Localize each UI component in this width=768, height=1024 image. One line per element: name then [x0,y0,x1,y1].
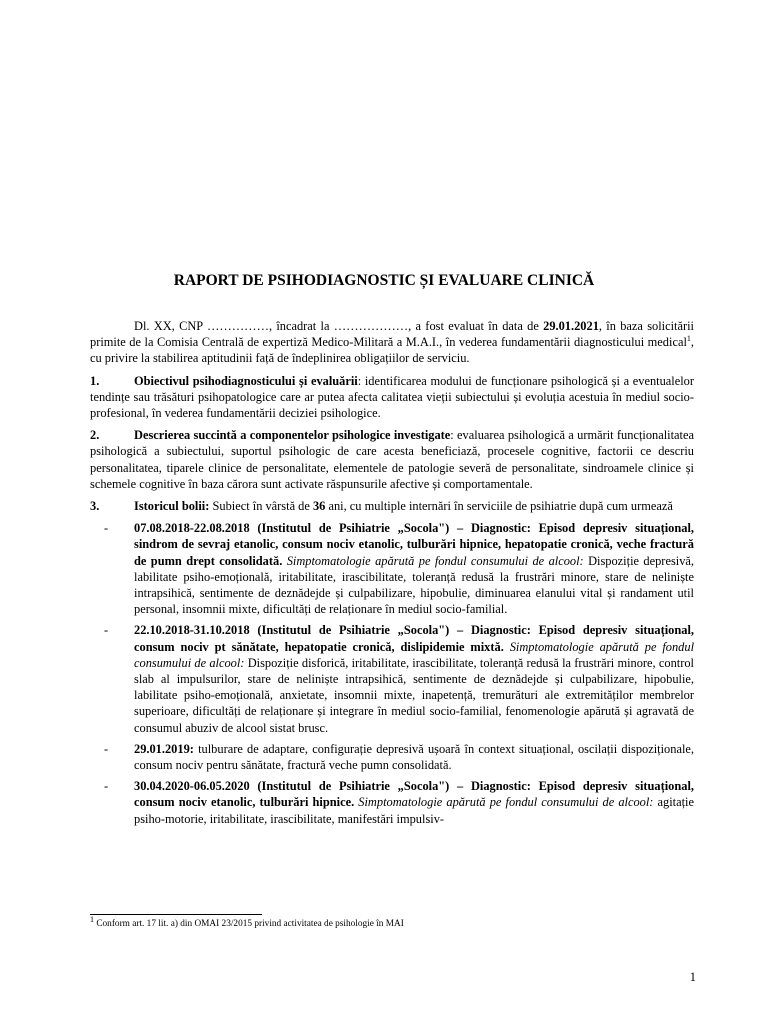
section-2 [90,427,694,492]
footnote-text: Conform art. 17 lit. a) din OMAI 23/2015 privind activitatea de psihologie în MAI [94,919,404,929]
document-body [90,318,694,832]
section-3-number: 3. [90,499,100,514]
section-1-number: 1. [90,373,100,388]
history-item-symptoms: Dispoziție disforică, iritabilitate, irascibilitate, toleranță redusă la frustrări minore, control slab al impulsurilor, stare de neliniște intrapsihică, sentimente de deznădejde și culpabilizare, hipobulie, labilitate psiho-emoțională, anxietate, insomnii mixte, inapetență, tremurături ale extremităților membrelor superioare, dificultăți de relaționare și integrare în mediul socio-familial, fenomenologie apărută și agravată de consumul abuziv de alcool sistat brusc. [134,655,694,735]
section-1-text: : identificarea modului de funcționare psihologică și a eventualelor tendințe sau trăsături psihopatologice care ar putea afecta calitatea vieții subiectului și evoluția acestuia în mediul socio-profesional, în vederea fundamentării deciziei psihologice. [90,373,694,421]
history-item [90,741,694,773]
history-item-symptoms: Dispoziție depresivă, labilitate psiho-emoțională, iritabilitate, irascibilitate, toleranță redusă la frustrări minore, stare de neliniște intrapsihică, sentimente de deznădejde și culpabilizare, hipobulie, diminuarea elanului vital și randament util personal, insomnii mixte, dificultăți de relaționare în mediul socio-familial. [134,553,694,617]
section-1-heading: Obiectivul psihodiagnosticului și evaluării [134,373,358,388]
section-2-heading: Descrierea succintă a componentelor psihologice investigate [134,428,451,443]
list-bullet: - [104,521,109,536]
history-item-note: Simptomatologie apărută pe fondul consumului de alcool: [282,553,584,568]
intro-text-2: , în baza solicitării primite de la Comisia Centrală de expertiză Medico-Militară a M.A.I., în vederea fundamentării diagnosticului medical [90,319,694,350]
patient-age: 36 [312,499,326,514]
list-bullet: - [104,741,109,756]
footnote-mark: 1 [90,914,94,924]
intro-text-3: , cu privire la stabilirea aptitudinii față de îndeplinirea obligațiilor de serviciu. [90,335,694,366]
history-item-note: Simptomatologie apărută pe fondul consumului de alcool: [134,639,695,670]
list-bullet: - [104,779,109,794]
history-item [90,622,694,735]
history-list [90,520,694,827]
history-item-diagnosis: 30.04.2020-06.05.2020 (Institutul de Psihiatrie „Socola") – Diagnostic: Episod depresiv situațional, consum nociv etanolic, tulburări hipnice. [134,779,694,810]
footnote [90,914,694,930]
evaluation-date: 29.01.2021 [543,319,599,333]
footnote-separator [90,914,262,915]
history-item-symptoms: agitație psiho-motorie, iritabilitate, irascibilitate, manifestări impulsiv- [134,795,694,826]
history-item [90,520,694,617]
page-number: 1 [689,970,696,984]
history-item-note: Simptomatologie apărută pe fondul consumului de alcool: [354,795,654,810]
section-3 [90,498,694,514]
footnote-reference[interactable]: 1 [686,334,691,344]
section-3-text-2: ani, cu multiple internări în serviciile de psihiatrie după cum urmează [325,499,673,514]
history-item-diagnosis: 29.01.2019: [134,741,194,756]
section-3-text-1: Subiect în vârstă de [209,499,313,514]
report-title: RAPORT DE PSIHODIAGNOSTIC ȘI EVALUARE CLINICĂ [173,272,595,289]
section-1 [90,373,694,422]
section-2-text: : evaluarea psihologică a urmărit funcționalitatea psihologică a subiectului, suportul psihologic de care acesta beneficiază, procesele cognitive, factorii ce descriu personalitatea, tiparele clinice de personalitate, elementele de patologie severă de personalitate, sindroamele clinice și schemele cognitive în baza cărora sunt activate răspunsurile afective și comportamentale. [90,428,694,491]
history-item-symptoms: tulburare de adaptare, configurație depresivă ușoară în context situațional, oscilații dispoziționale, consum nociv pentru sănătate, fractură veche pumn consolidată. [134,741,694,773]
list-bullet: - [104,623,109,638]
history-item-diagnosis: 07.08.2018-22.08.2018 (Institutul de Psihiatrie „Socola") – Diagnostic: Episod depresiv situațional, sindrom de sevraj etanolic, consum nociv etanolic, tulburări hipnice, hepatopatie cronică, veche fractură de pumn drept consolidată. [134,521,694,568]
history-item [90,778,694,827]
intro-paragraph [90,318,694,367]
history-item-diagnosis: 22.10.2018-31.10.2018 (Institutul de Psihiatrie „Socola") – Diagnostic: Episod depresiv situațional, consum nociv pt sănătate, hepatopatie cronică, dislipidemie mixtă. [134,623,694,654]
intro-text-1: Dl. XX, CNP ……………, încadrat la ………………, a fost evaluat în data de [134,319,544,333]
section-3-heading: Istoricul bolii: [134,499,210,514]
section-2-number: 2. [90,428,100,443]
